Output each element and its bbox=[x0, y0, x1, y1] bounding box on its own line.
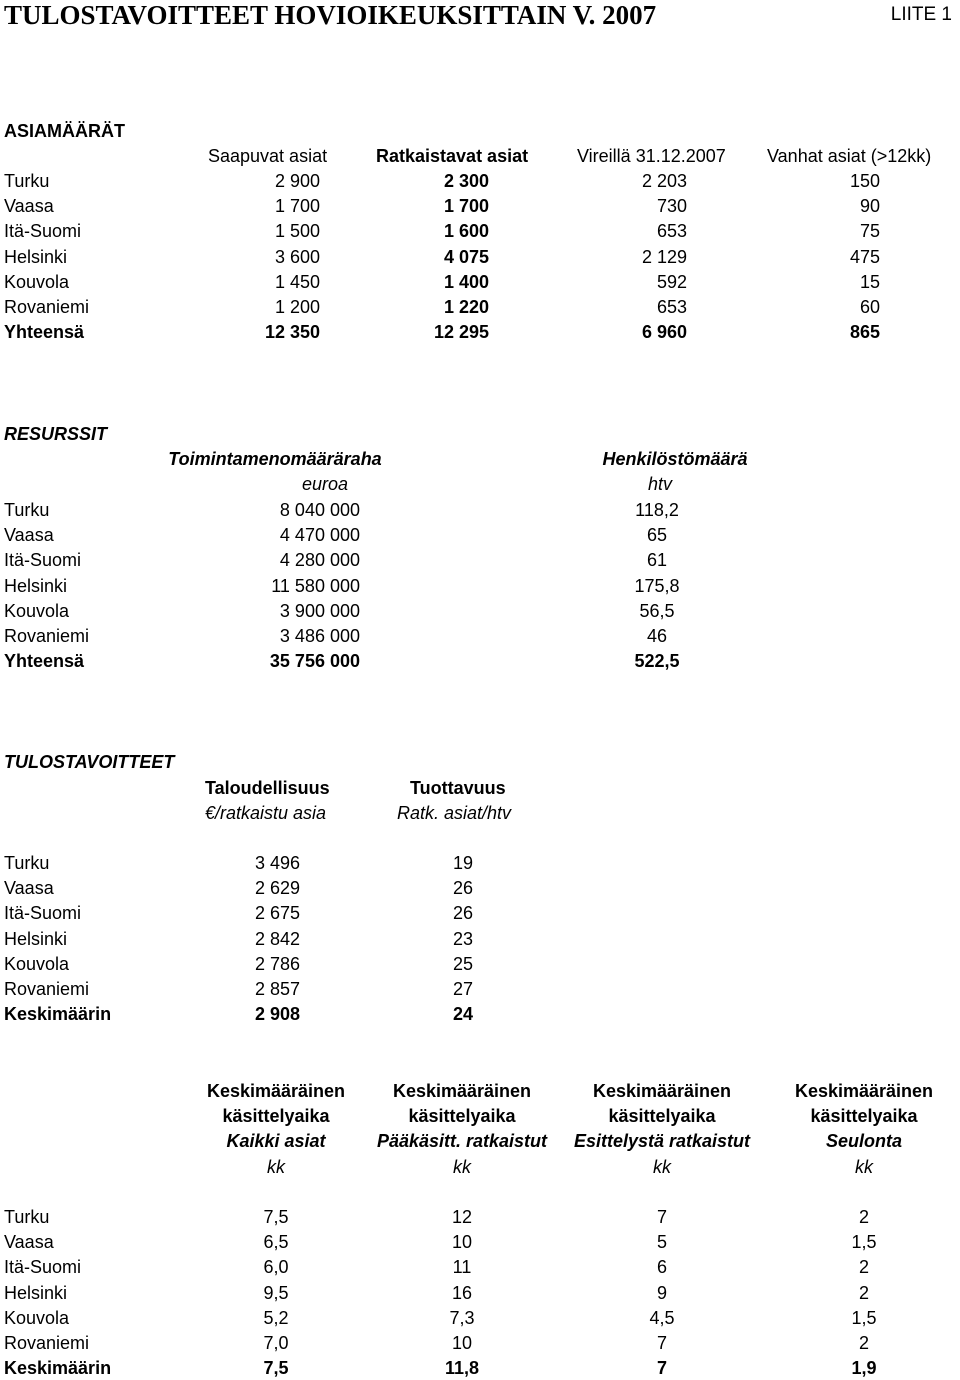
table-cell: 730 bbox=[656, 196, 687, 217]
row-label: Kouvola bbox=[4, 1307, 70, 1328]
table-cell: 7,0 bbox=[263, 1333, 289, 1353]
table-cell: 592 bbox=[656, 271, 687, 292]
table-cell: 175,8 bbox=[634, 575, 680, 596]
table-cell: 4 075 bbox=[443, 246, 489, 267]
row-label: Vaasa bbox=[4, 1232, 54, 1253]
table-cell: 2 908 bbox=[254, 1004, 300, 1025]
table-cell: 2 bbox=[858, 1257, 869, 1278]
col-header-kasittelyaika: käsittelyaika bbox=[608, 1106, 716, 1126]
col-header-unit: kk bbox=[653, 1157, 671, 1177]
table-cell: 11 bbox=[452, 1257, 472, 1278]
table-cell: 475 bbox=[849, 246, 880, 267]
col-header-keskimaarainen: Keskimääräinen bbox=[592, 1081, 732, 1101]
table-cell: 25 bbox=[452, 953, 474, 974]
row-label: Itä-Suomi bbox=[4, 1257, 82, 1278]
table-cell: 3 900 000 bbox=[279, 600, 360, 621]
row-label: Kouvola bbox=[4, 953, 70, 974]
col-header-vireilla: Vireillä 31.12.2007 bbox=[577, 146, 726, 166]
row-label: Helsinki bbox=[4, 928, 68, 949]
row-label: Turku bbox=[4, 171, 50, 191]
unit-ratk-asiat-per-htv: Ratk. asiat/htv bbox=[397, 803, 512, 823]
table-cell: 35 756 000 bbox=[269, 651, 360, 672]
row-label: Kouvola bbox=[4, 600, 70, 621]
col-header-category: Pääkäsitt. ratkaistut bbox=[376, 1131, 548, 1151]
section-heading-asiamaarat: ASIAMÄÄRÄT bbox=[4, 121, 125, 141]
col-header-keskimaarainen: Keskimääräinen bbox=[206, 1081, 346, 1101]
row-label: Vaasa bbox=[4, 196, 54, 217]
table-cell: 1 700 bbox=[274, 196, 320, 217]
table-cell: 2 842 bbox=[254, 928, 300, 949]
table-cell: 5 bbox=[656, 1232, 667, 1253]
table-cell: 6 960 bbox=[641, 322, 687, 343]
table-cell: 90 bbox=[859, 196, 880, 217]
col-header-category: Esittelystä ratkaistut bbox=[573, 1131, 751, 1151]
table-cell: 12 295 bbox=[433, 322, 489, 343]
table-cell: 7,5 bbox=[263, 1207, 289, 1227]
table-cell: 2 bbox=[858, 1207, 869, 1227]
table-cell: 11,8 bbox=[444, 1358, 480, 1379]
table-cell: 19 bbox=[452, 853, 474, 873]
table-cell: 2 900 bbox=[274, 171, 320, 191]
row-label: Itä-Suomi bbox=[4, 903, 82, 924]
col-header-kasittelyaika: käsittelyaika bbox=[408, 1106, 516, 1126]
table-cell: 7,5 bbox=[263, 1358, 289, 1379]
table-cell: 26 bbox=[452, 878, 474, 899]
col-header-keskimaarainen: Keskimääräinen bbox=[392, 1081, 532, 1101]
col-header-taloudellisuus: Taloudellisuus bbox=[205, 778, 330, 798]
table-cell: 1 220 bbox=[443, 297, 489, 317]
table-cell: 26 bbox=[452, 903, 474, 924]
col-header-kasittelyaika: käsittelyaika bbox=[810, 1106, 918, 1126]
table-cell: 4 470 000 bbox=[279, 525, 360, 546]
col-header-unit: kk bbox=[453, 1157, 471, 1177]
col-header-saapuvat: Saapuvat asiat bbox=[208, 146, 328, 166]
table-cell: 1,5 bbox=[851, 1232, 877, 1253]
row-label: Yhteensä bbox=[4, 322, 85, 343]
row-label: Turku bbox=[4, 1207, 50, 1227]
table-cell: 12 bbox=[451, 1207, 473, 1227]
table-cell: 2 786 bbox=[254, 953, 300, 974]
table-cell: 1 600 bbox=[443, 221, 489, 242]
table-cell: 7,3 bbox=[449, 1307, 475, 1328]
row-label: Kouvola bbox=[4, 271, 70, 292]
col-header-tuottavuus: Tuottavuus bbox=[410, 778, 506, 798]
table-cell: 865 bbox=[849, 322, 880, 343]
table-cell: 10 bbox=[451, 1232, 473, 1253]
col-header-category: Seulonta bbox=[825, 1131, 902, 1151]
row-label: Rovaniemi bbox=[4, 297, 90, 317]
row-label: Helsinki bbox=[4, 575, 68, 596]
table-cell: 75 bbox=[859, 221, 880, 242]
table-cell: 1 200 bbox=[274, 297, 320, 317]
row-label: Rovaniemi bbox=[4, 1333, 90, 1353]
table-cell: 5,2 bbox=[263, 1307, 289, 1328]
unit-euro-per-asia: €/ratkaistu asia bbox=[205, 803, 327, 823]
table-cell: 2 bbox=[858, 1282, 869, 1303]
section-heading-resurssit: RESURSSIT bbox=[4, 424, 108, 444]
table-cell: 1 450 bbox=[274, 271, 320, 292]
row-label: Itä-Suomi bbox=[4, 221, 82, 242]
row-label: Helsinki bbox=[4, 246, 68, 267]
table-cell: 2 129 bbox=[641, 246, 687, 267]
table-cell: 2 857 bbox=[254, 979, 300, 999]
unit-htv: htv bbox=[647, 474, 672, 494]
table-cell: 6 bbox=[656, 1257, 667, 1278]
table-cell: 522,5 bbox=[634, 651, 680, 672]
table-cell: 2 675 bbox=[254, 903, 300, 924]
row-label: Vaasa bbox=[4, 525, 54, 546]
table-cell: 9,5 bbox=[263, 1282, 289, 1303]
table-cell: 2 300 bbox=[443, 171, 489, 191]
col-header-ratkaistavat: Ratkaistavat asiat bbox=[376, 146, 529, 166]
table-cell: 4 280 000 bbox=[279, 550, 360, 571]
row-label: Vaasa bbox=[4, 878, 54, 899]
col-header-category: Kaikki asiat bbox=[226, 1131, 326, 1151]
table-cell: 27 bbox=[452, 979, 474, 999]
table-cell: 23 bbox=[452, 928, 474, 949]
row-label: Turku bbox=[4, 500, 50, 520]
table-cell: 2 bbox=[858, 1333, 869, 1353]
table-cell: 2 203 bbox=[641, 171, 687, 191]
table-cell: 150 bbox=[849, 171, 880, 191]
row-label: Yhteensä bbox=[4, 651, 85, 672]
row-label: Rovaniemi bbox=[4, 626, 90, 646]
col-header-henkilostomaara: Henkilöstömäärä bbox=[602, 449, 748, 469]
table-cell: 16 bbox=[451, 1282, 473, 1303]
table-cell: 3 600 bbox=[274, 246, 320, 267]
section-heading-tulostavoitteet: TULOSTAVOITTEET bbox=[4, 752, 175, 772]
col-header-toimintamenomaararaha: Toimintamenomääräraha bbox=[168, 449, 382, 469]
table-cell: 56,5 bbox=[639, 600, 675, 621]
row-label: Itä-Suomi bbox=[4, 550, 82, 571]
row-label: Rovaniemi bbox=[4, 979, 90, 999]
table-cell: 65 bbox=[646, 525, 668, 546]
table-cell: 15 bbox=[859, 271, 880, 292]
table-cell: 7 bbox=[656, 1333, 667, 1353]
col-header-kasittelyaika: käsittelyaika bbox=[222, 1106, 330, 1126]
table-cell: 46 bbox=[646, 626, 668, 646]
row-label: Keskimäärin bbox=[4, 1358, 112, 1379]
table-cell: 10 bbox=[451, 1333, 473, 1353]
table-cell: 9 bbox=[656, 1282, 667, 1303]
table-cell: 61 bbox=[646, 550, 668, 571]
table-cell: 653 bbox=[656, 297, 687, 317]
table-cell: 3 496 bbox=[254, 853, 300, 873]
table-cell: 7 bbox=[656, 1358, 667, 1379]
table-cell: 1,9 bbox=[851, 1358, 877, 1379]
table-cell: 6,0 bbox=[263, 1257, 289, 1278]
table-cell: 4,5 bbox=[649, 1307, 675, 1328]
row-label: Helsinki bbox=[4, 1282, 68, 1303]
col-header-keskimaarainen: Keskimääräinen bbox=[794, 1081, 934, 1101]
table-cell: 653 bbox=[656, 221, 687, 242]
table-cell: 60 bbox=[859, 297, 880, 317]
table-cell: 118,2 bbox=[635, 500, 679, 520]
col-header-vanhat: Vanhat asiat (>12kk) bbox=[767, 146, 932, 166]
table-cell: 1 700 bbox=[443, 196, 489, 217]
table-cell: 1 400 bbox=[443, 271, 489, 292]
row-label: Keskimäärin bbox=[4, 1004, 112, 1025]
unit-euroa: euroa bbox=[301, 474, 349, 494]
table-cell: 7 bbox=[656, 1207, 667, 1227]
col-header-unit: kk bbox=[267, 1157, 285, 1177]
appendix-label: LIITE 1 bbox=[890, 4, 952, 25]
table-cell: 2 629 bbox=[254, 878, 300, 899]
table-cell: 8 040 000 bbox=[279, 500, 360, 520]
table-cell: 1 500 bbox=[274, 221, 320, 242]
table-cell: 11 580 000 bbox=[271, 575, 360, 596]
table-cell: 6,5 bbox=[263, 1232, 289, 1253]
table-cell: 12 350 bbox=[264, 322, 320, 343]
page-title: TULOSTAVOITTEET HOVIOIKEUKSITTAIN V. 2007 bbox=[4, 0, 657, 30]
table-cell: 24 bbox=[452, 1004, 474, 1025]
row-label: Turku bbox=[4, 853, 50, 873]
table-cell: 3 486 000 bbox=[279, 626, 360, 646]
col-header-unit: kk bbox=[855, 1157, 873, 1177]
table-cell: 1,5 bbox=[851, 1307, 877, 1328]
